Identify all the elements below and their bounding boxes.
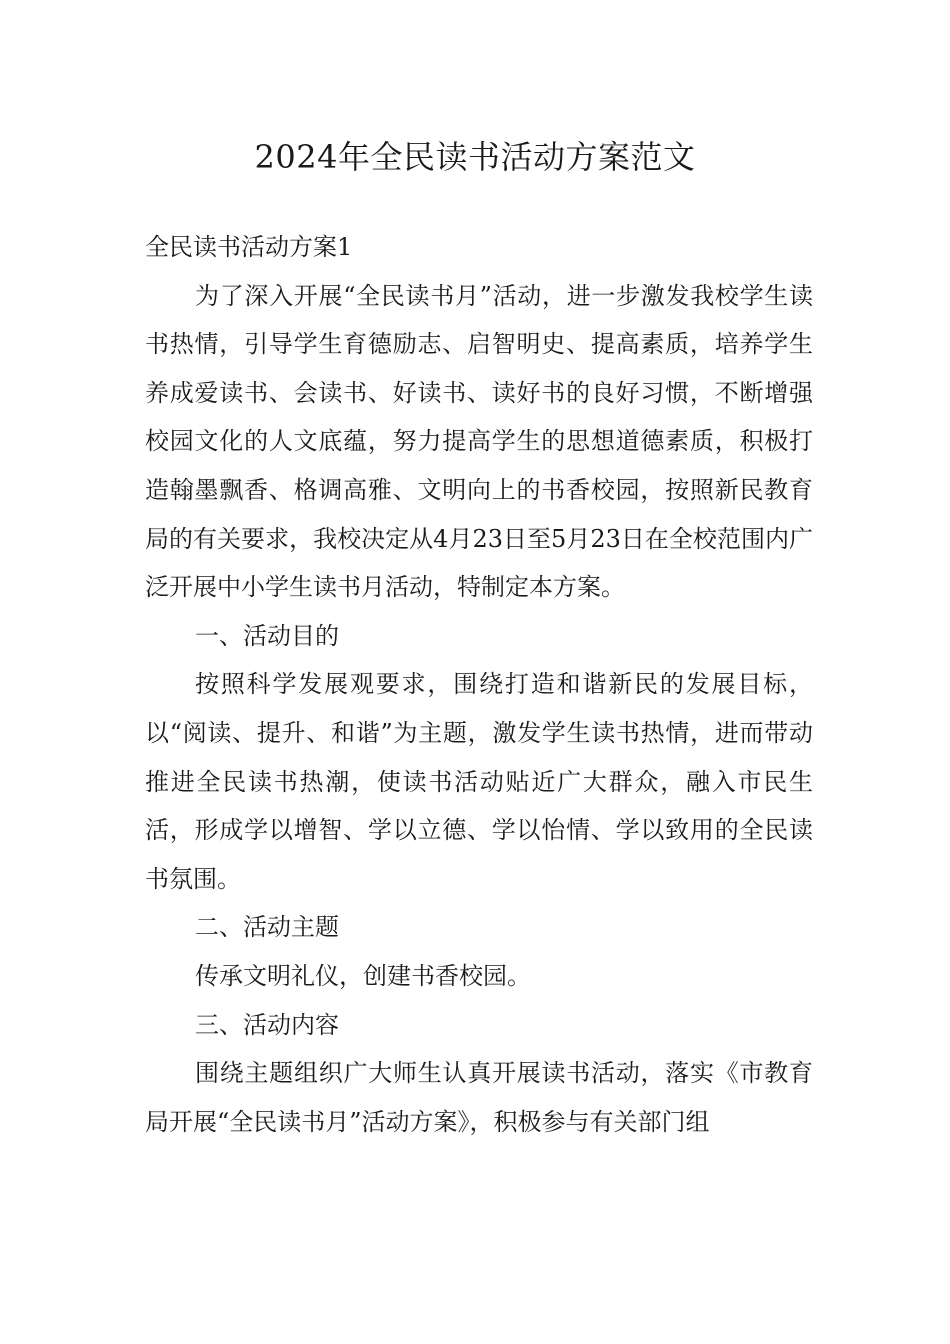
- purpose-paragraph: 按照科学发展观要求，围绕打造和谐新民的发展目标，以“阅读、提升、和谐”为主题，激发学生读书热情，进而带动推进全民读书热潮，使读书活动贴近广大群众，融入市民生活，形成学以增智、学以立德、学以怡情、学以致用的全民读书氛围。: [145, 670, 813, 893]
- heading-theme: 二、活动主题: [195, 913, 339, 942]
- heading-content: 三、活动内容: [195, 1010, 339, 1039]
- document-title: 2024年全民读书活动方案范文: [254, 138, 696, 176]
- heading-purpose: 一、活动目的: [195, 621, 339, 650]
- section-heading: 全民读书活动方案1: [145, 233, 353, 261]
- document-body: [145, 223, 813, 1146]
- theme-paragraph: 传承文明礼仪，创建书香校园。: [195, 961, 531, 990]
- content-paragraph: 围绕主题组织广大师生认真开展读书活动，落实《市教育局开展“全民读书月”活动方案》，积极参与有关部门组: [145, 1059, 813, 1136]
- intro-paragraph: 为了深入开展“全民读书月”活动，进一步激发我校学生读书热情，引导学生育德励志、启智明史、提高素质，培养学生养成爱读书、会读书、好读书、读好书的良好习惯，不断增强校园文化的人文底蕴，努力提高学生的思想道德素质，积极打造翰墨飘香、格调高雅、文明向上的书香校园，按照新民教育局的有关要求，我校决定从4月23日至5月23日在全校范围内广泛开展中小学生读书月活动，特制定本方案。: [145, 281, 813, 602]
